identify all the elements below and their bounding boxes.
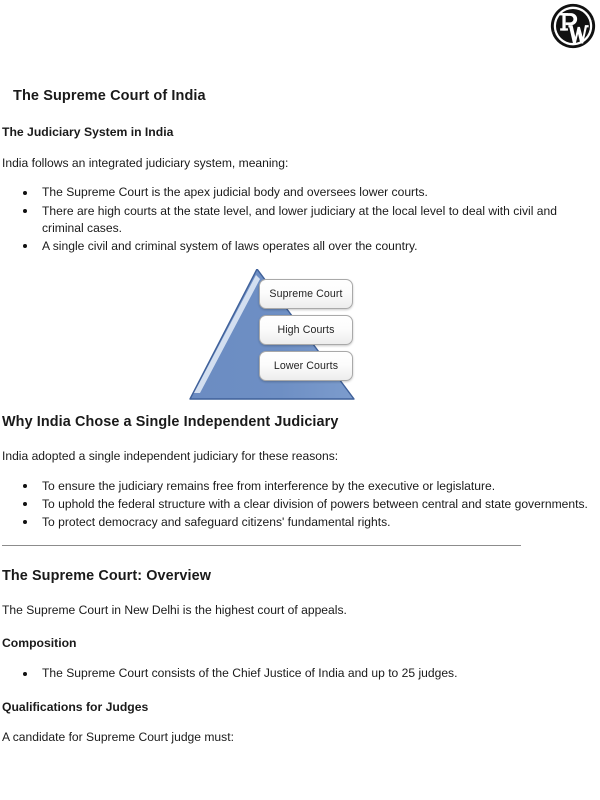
bullet-dot-icon — [23, 191, 27, 195]
section-heading-supreme-court-overview: The Supreme Court: Overview — [2, 568, 212, 585]
list-item-text: There are high courts at the state level, and lower judiciary at the local level to deal with civil and criminal cases. — [42, 203, 557, 235]
pw-logo — [550, 3, 596, 49]
list-item — [2, 184, 596, 201]
bullet-dot-icon — [23, 209, 27, 213]
bullet-dot-icon — [23, 484, 27, 488]
bullet-dot-icon — [23, 244, 27, 248]
bullet-list-composition — [2, 665, 596, 682]
list-item — [2, 238, 596, 255]
list-item-text: To uphold the federal structure with a clear division of powers between central and state governments. — [42, 496, 588, 511]
page-title: The Supreme Court of India — [13, 88, 206, 104]
judiciary-hierarchy-pyramid — [2, 269, 600, 414]
document-content — [0, 88, 600, 759]
pyramid-level-label: Supreme Court — [269, 288, 343, 301]
section-heading-judiciary-system: The Judiciary System in India — [2, 125, 174, 140]
bullet-dot-icon — [23, 520, 27, 524]
list-item — [2, 514, 596, 531]
bullet-list-judiciary-system — [2, 184, 596, 255]
pyramid-level-label: High Courts — [277, 324, 335, 337]
section-heading-why-single-judiciary: Why India Chose a Single Independent Judiciary — [2, 414, 339, 431]
list-item-text: To ensure the judiciary remains free from interference by the executive or legislature. — [42, 478, 496, 493]
list-item-text: The Supreme Court is the apex judicial body and oversees lower courts. — [42, 185, 428, 200]
bullet-list-why-single-judiciary — [2, 478, 596, 532]
pyramid-level-high-courts — [259, 315, 353, 345]
pyramid-level-label: Lower Courts — [273, 360, 339, 373]
section-intro-judiciary-system: India follows an integrated judiciary system, meaning: — [2, 156, 289, 171]
list-item-text: A single civil and criminal system of laws operates all over the country. — [42, 238, 418, 253]
pyramid-level-supreme-court — [259, 279, 353, 309]
section-intro-qualifications: A candidate for Supreme Court judge must: — [2, 730, 234, 745]
list-item-text: To protect democracy and safeguard citizens' fundamental rights. — [42, 514, 391, 529]
bullet-dot-icon — [23, 502, 27, 506]
section-intro-supreme-court-overview: The Supreme Court in New Delhi is the highest court of appeals. — [2, 603, 347, 618]
list-item-text: The Supreme Court consists of the Chief Justice of India and up to 25 judges. — [42, 666, 458, 681]
section-intro-why-single-judiciary: India adopted a single independent judiciary for these reasons: — [2, 449, 339, 464]
pyramid-level-boxes — [259, 279, 353, 387]
list-item — [2, 478, 596, 495]
pw-logo-graphic — [550, 3, 596, 49]
section-heading-qualifications: Qualifications for Judges — [2, 699, 149, 714]
list-item — [2, 203, 596, 237]
list-item — [2, 496, 596, 513]
section-heading-composition: Composition — [2, 635, 77, 650]
pyramid-level-lower-courts — [259, 351, 353, 381]
list-item — [2, 665, 596, 682]
bullet-dot-icon — [23, 672, 27, 676]
